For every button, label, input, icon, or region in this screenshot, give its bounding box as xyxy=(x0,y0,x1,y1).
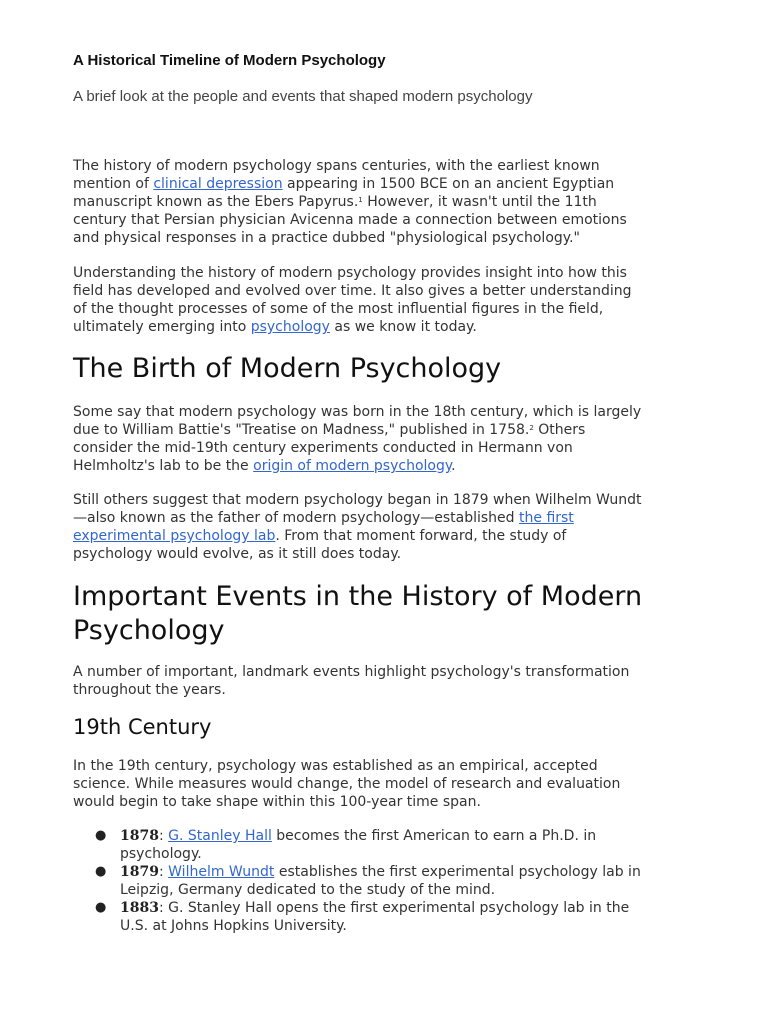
bullet-icon: ● xyxy=(95,864,107,879)
text-line: A number of important, landmark events highlight psychology's transformation xyxy=(73,664,630,680)
psychology-link[interactable]: psychology xyxy=(250,319,330,335)
bullet-icon: ● xyxy=(95,828,107,843)
heading-line: Important Events in the History of Modern xyxy=(73,581,643,612)
document-subtitle: A brief look at the people and events that shaped modern psychology xyxy=(73,88,533,105)
clinical-depression-link[interactable]: clinical depression xyxy=(153,176,283,192)
origin-of-modern-psychology-link[interactable]: origin of modern psychology xyxy=(253,458,452,474)
events-intro xyxy=(73,663,629,699)
text-line: The history of modern psychology spans centuries, with the earliest known xyxy=(73,158,600,174)
century-19-paragraph xyxy=(73,757,620,811)
event-year: 1879 xyxy=(120,864,159,880)
intro-paragraph-2 xyxy=(73,264,632,336)
text-line: and physical responses in a practice dubbed "physiological psychology." xyxy=(73,230,580,246)
list-item: ● 1883: G. Stanley Hall opens the first experimental psychology lab in the U.S. at Johns Hopkins University. xyxy=(73,899,641,935)
text-line: manuscript known as the Ebers Papyrus.$^1$ However, it wasn't until the 11th xyxy=(73,194,597,210)
footnote-ref[interactable]: 2 xyxy=(529,424,534,432)
text-line: Some say that modern psychology was born in the 18th century, which is largely xyxy=(73,404,642,420)
text-line: Understanding the history of modern psychology provides insight into how this xyxy=(73,265,627,281)
text-line: psychology. xyxy=(120,846,202,862)
text-line: experimental psychology lab. From that moment forward, the study of xyxy=(73,528,567,544)
birth-paragraph-2 xyxy=(73,491,642,563)
text-line: century that Persian physician Avicenna made a connection between emotions xyxy=(73,212,627,228)
event-year: 1883 xyxy=(120,900,159,916)
text-line: due to William Battie's "Treatise on Madness," published in 1758.$^2$ Others xyxy=(73,422,586,438)
text-line: —also known as the father of modern psychology—established the first xyxy=(73,510,574,526)
text-line: Still others suggest that modern psychology began in 1879 when Wilhelm Wundt xyxy=(73,492,642,508)
text-line: Helmholtz's lab to be the origin of modern psychology. xyxy=(73,458,456,474)
text-line: would begin to take shape within this 100-year time span. xyxy=(73,794,481,810)
text-line: consider the mid-19th century experiments conducted in Hermann von xyxy=(73,440,573,456)
text-line: ultimately emerging into psychology as we know it today. xyxy=(73,319,477,335)
event-year: 1878 xyxy=(120,828,159,844)
list-item: ● 1879: Wilhelm Wundt establishes the first experimental psychology lab in Leipzig, Germany dedicated to the study of the mind. xyxy=(95,864,641,898)
text-line: U.S. at Johns Hopkins University. xyxy=(120,918,347,934)
birth-paragraph-1 xyxy=(73,403,641,475)
text-line: of the thought processes of some of the most influential figures in the field, xyxy=(73,301,604,317)
text-line: science. While measures would change, the model of research and evaluation xyxy=(73,776,621,792)
g-stanley-hall-link[interactable]: G. Stanley Hall xyxy=(168,828,272,844)
document-title: A Historical Timeline of Modern Psychology xyxy=(73,52,386,69)
wilhelm-wundt-link[interactable]: Wilhelm Wundt xyxy=(168,864,275,880)
century-19-heading: 19th Century xyxy=(73,715,212,739)
first-experimental-lab-link[interactable]: the first xyxy=(519,510,574,526)
heading-line: Psychology xyxy=(73,615,225,646)
text-line: psychology would evolve, as it still does today. xyxy=(73,546,402,562)
list-item: ● 1878: G. Stanley Hall becomes the first American to earn a Ph.D. in psychology. xyxy=(73,827,641,863)
text-line: field has developed and evolved over time. It also gives a better understanding xyxy=(73,283,632,299)
text-line: In the 19th century, psychology was established as an empirical, accepted xyxy=(73,758,598,774)
bullet-icon: ● xyxy=(95,900,107,915)
text-line: Leipzig, Germany dedicated to the study of the mind. xyxy=(120,882,496,898)
events-heading xyxy=(73,580,642,648)
text-line: throughout the years. xyxy=(73,682,226,698)
first-experimental-lab-link-cont[interactable]: experimental psychology lab xyxy=(73,528,276,544)
intro-paragraph-1 xyxy=(73,157,627,247)
events-list xyxy=(73,827,641,935)
footnote-ref[interactable]: 1 xyxy=(358,196,363,204)
text-line: mention of clinical depression appearing in 1500 BCE on an ancient Egyptian xyxy=(73,176,615,192)
birth-heading: The Birth of Modern Psychology xyxy=(73,353,502,384)
